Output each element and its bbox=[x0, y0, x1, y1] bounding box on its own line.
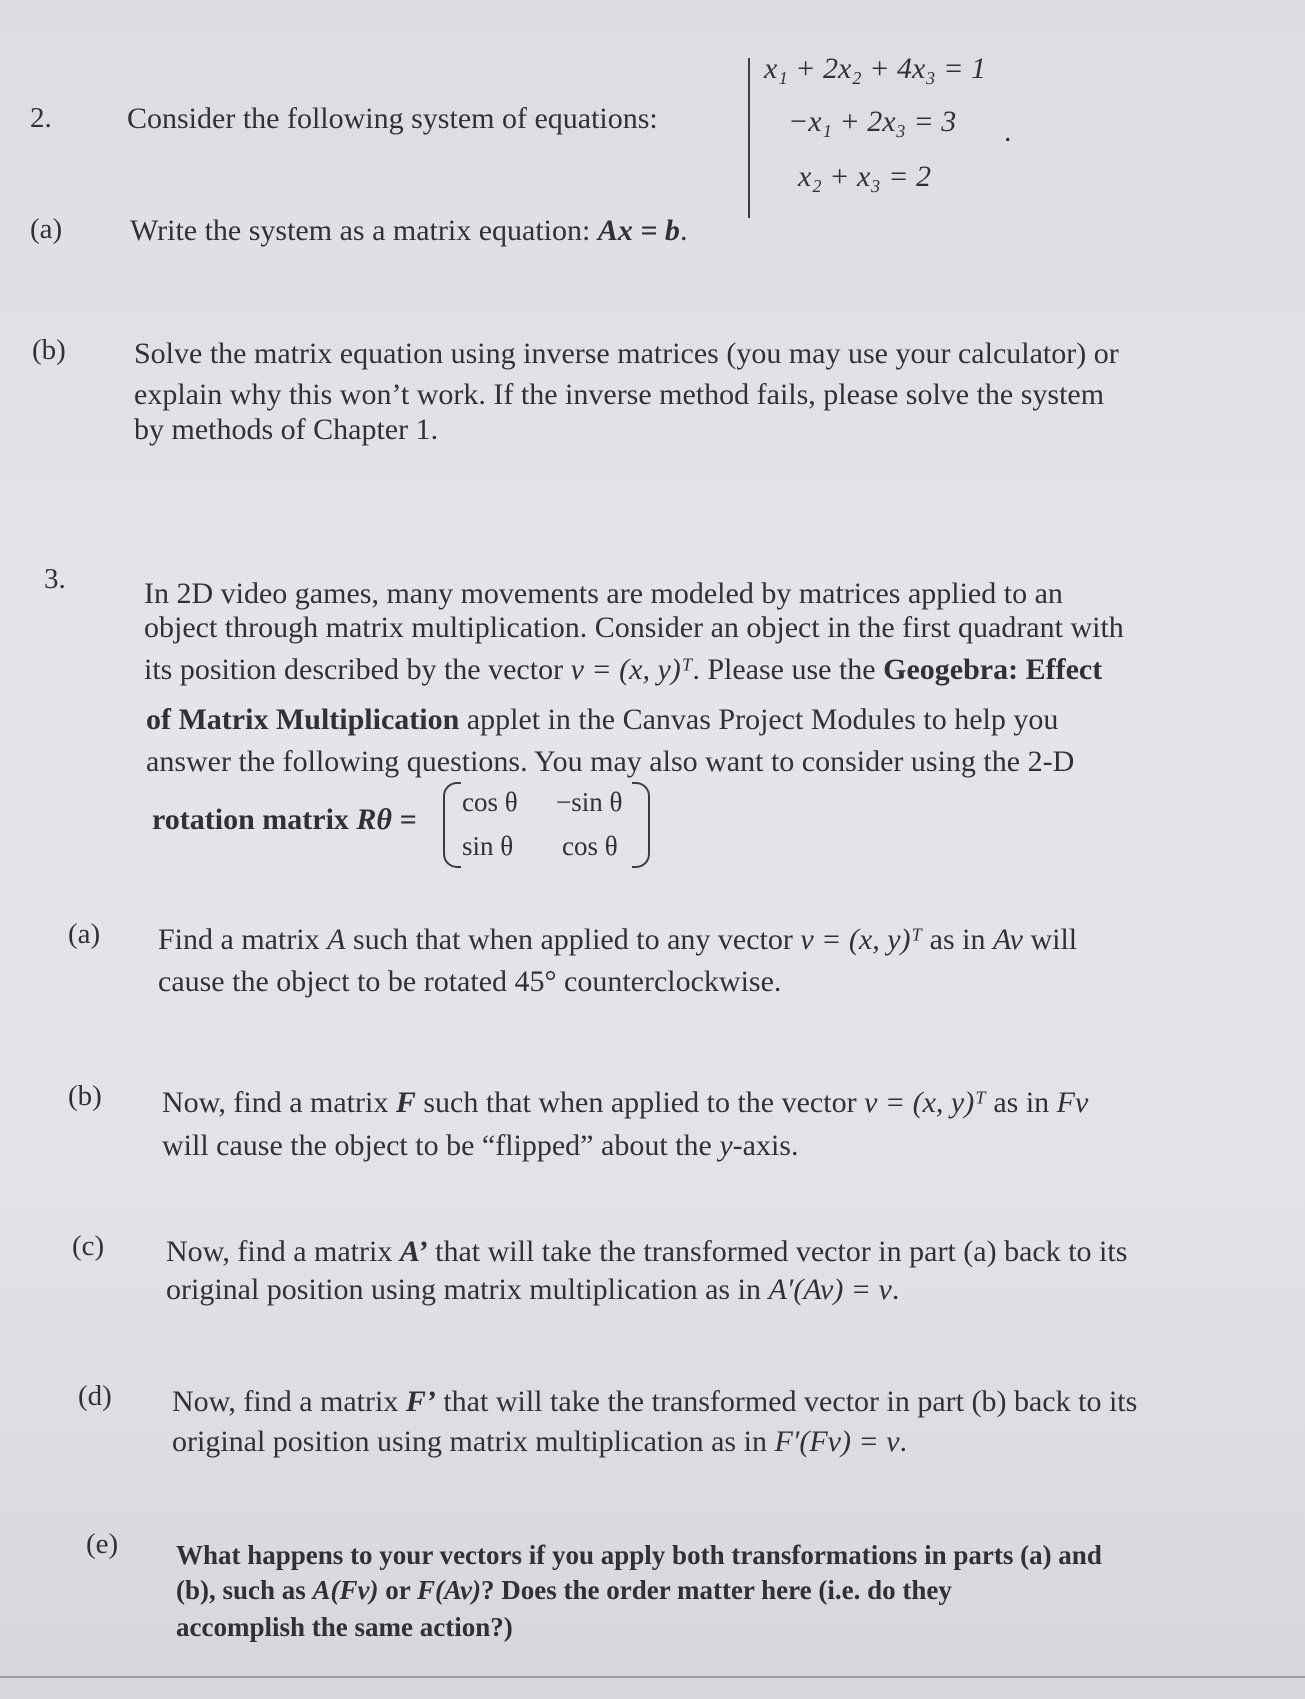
rotation-matrix-label: rotation matrix Rθ = bbox=[152, 803, 417, 836]
q2b-line-3: by methods of Chapter 1. bbox=[134, 413, 439, 446]
equation-1: x₁ + 2x₂ + 4x₃ = 1 bbox=[764, 52, 986, 85]
q3a-line-2: cause the object to be rotated 45° counterclockwise. bbox=[158, 965, 782, 998]
equation-3: x₂ + x₃ = 2 bbox=[798, 160, 931, 193]
q3d-line-1: Now, find a matrix F’ that will take the transformed vector in part (b) back to its bbox=[172, 1385, 1138, 1418]
q3e-line-3: accomplish the same action?) bbox=[176, 1612, 513, 1642]
q3-intro-line-1: In 2D video games, many movements are modeled by matrices applied to an bbox=[144, 577, 1063, 610]
matrix-entry-12: −sin θ bbox=[556, 787, 623, 817]
matrix-equation: Ax = b bbox=[597, 214, 680, 247]
q3-intro-line-2: object through matrix multiplication. Consider an object in the first quadrant with bbox=[144, 611, 1124, 644]
q3c-label: (c) bbox=[72, 1230, 105, 1262]
q2b-label: (b) bbox=[32, 334, 66, 366]
q2b-line-2: explain why this won’t work. If the inverse method fails, please solve the system bbox=[134, 378, 1105, 411]
q3-intro-line-4: of Matrix Multiplication applet in the Canvas Project Modules to help you bbox=[146, 703, 1059, 736]
q2b-line-1: Solve the matrix equation using inverse matrices (you may use your calculator) or bbox=[134, 337, 1119, 370]
q2-number: 2. bbox=[30, 102, 52, 134]
q3d-label: (d) bbox=[78, 1380, 112, 1412]
rotation-matrix-left-paren bbox=[443, 782, 461, 868]
system-brace bbox=[748, 58, 758, 218]
q3b-label: (b) bbox=[68, 1080, 102, 1112]
q3-intro-line-5: answer the following questions. You may also want to consider using the 2-D bbox=[146, 745, 1075, 778]
q3e-line-1: What happens to your vectors if you apply both transformations in parts (a) and bbox=[176, 1540, 1102, 1570]
system-period: . bbox=[1004, 115, 1012, 148]
page-bottom-rule bbox=[0, 1676, 1305, 1678]
q3e-line-2: (b), such as A(Fv) or F(Av)? Does the order matter here (i.e. do they bbox=[176, 1575, 952, 1605]
q3-number: 3. bbox=[44, 563, 66, 595]
q3b-line-2: will cause the object to be “flipped” about the y-axis. bbox=[162, 1129, 799, 1162]
matrix-entry-21: sin θ bbox=[462, 831, 514, 861]
q3a-line-1: Find a matrix A such that when applied to any vector v = (x, y)ᵀ as in Av will bbox=[158, 923, 1078, 956]
rotation-matrix-right-paren bbox=[632, 782, 650, 868]
matrix-entry-11: cos θ bbox=[462, 787, 518, 817]
q3d-line-2: original position using matrix multiplication as in F′(Fv) = v. bbox=[172, 1425, 908, 1458]
q3b-line-1: Now, find a matrix F such that when applied to the vector v = (x, y)ᵀ as in Fv bbox=[162, 1086, 1089, 1119]
q3c-line-1: Now, find a matrix A’ that will take the transformed vector in part (a) back to its bbox=[166, 1235, 1128, 1268]
q2-prompt: Consider the following system of equations: bbox=[127, 102, 658, 135]
q3e-label: (e) bbox=[86, 1528, 119, 1560]
q3-intro-line-3: its position described by the vector v = (x, y)ᵀ. Please use the Geogebra: Effect bbox=[144, 653, 1103, 686]
matrix-entry-22: cos θ bbox=[562, 831, 618, 861]
equation-2: −x₁ + 2x₃ = 3 bbox=[788, 105, 957, 138]
q2a-text: Write the system as a matrix equation: Ax = b. bbox=[130, 214, 688, 247]
q3a-label: (a) bbox=[68, 918, 101, 950]
q2a-label: (a) bbox=[30, 213, 63, 245]
q3c-line-2: original position using matrix multiplication as in A′(Av) = v. bbox=[166, 1273, 900, 1306]
